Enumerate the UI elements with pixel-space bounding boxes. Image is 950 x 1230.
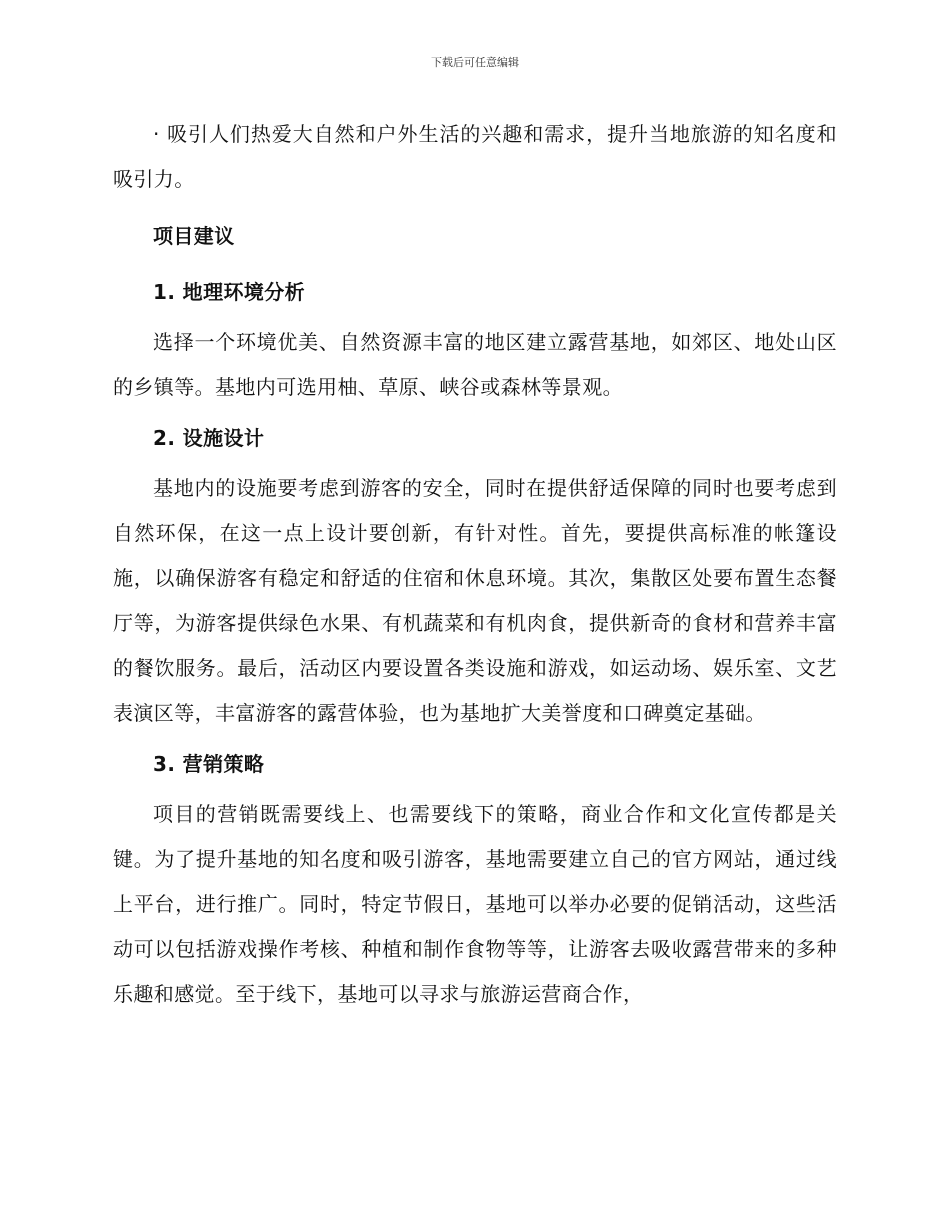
- heading-marketing: 3. 营销策略: [153, 752, 265, 776]
- page-header: 下载后可任意编辑: [431, 56, 519, 69]
- heading-geography: 1. 地理环境分析: [153, 280, 306, 304]
- paragraph-facilities: 基地内的设施要考虑到游客的安全，同时在提供舒适保障的同时也要考虑到自然环保，在这一点上设计要创新，有针对性。首先，要提供高标准的帐篷设施，以确保游客有稳定和舒适的住宿和休息环境。其次，集散区处要布置生态餐厅等，为游客提供绿色水果、有机蔬菜和有机肉食，提供新奇的食材和营养丰富的餐饮服务。最后，活动区内要设置各类设施和游戏，如运动场、娱乐室、文艺表演区等，丰富游客的露营体验，也为基地扩大美誉度和口碑奠定基础。: [113, 476, 837, 725]
- paragraph-geography: 选择一个环境优美、自然资源丰富的地区建立露营基地，如郊区、地处山区的乡镇等。基地内可选用柚、草原、峡谷或森林等景观。: [113, 330, 837, 399]
- heading-project-suggestions: 项目建议: [153, 224, 235, 248]
- paragraph-intro: · 吸引人们热爱大自然和户外生活的兴趣和需求，提升当地旅游的知名度和吸引力。: [113, 122, 837, 191]
- paragraph-marketing: 项目的营销既需要线上、也需要线下的策略，商业合作和文化宣传都是关键。为了提升基地的知名度和吸引游客，基地需要建立自己的官方网站，通过线上平台，进行推广。同时，特定节假日，基地可以举办必要的促销活动，这些活动可以包括游戏操作考核、种植和制作食物等等，让游客去吸收露营带来的多种乐趣和感觉。至于线下，基地可以寻求与旅游运营商合作，: [113, 802, 837, 1006]
- heading-facilities: 2. 设施设计: [153, 426, 265, 450]
- document-body: [113, 112, 837, 1017]
